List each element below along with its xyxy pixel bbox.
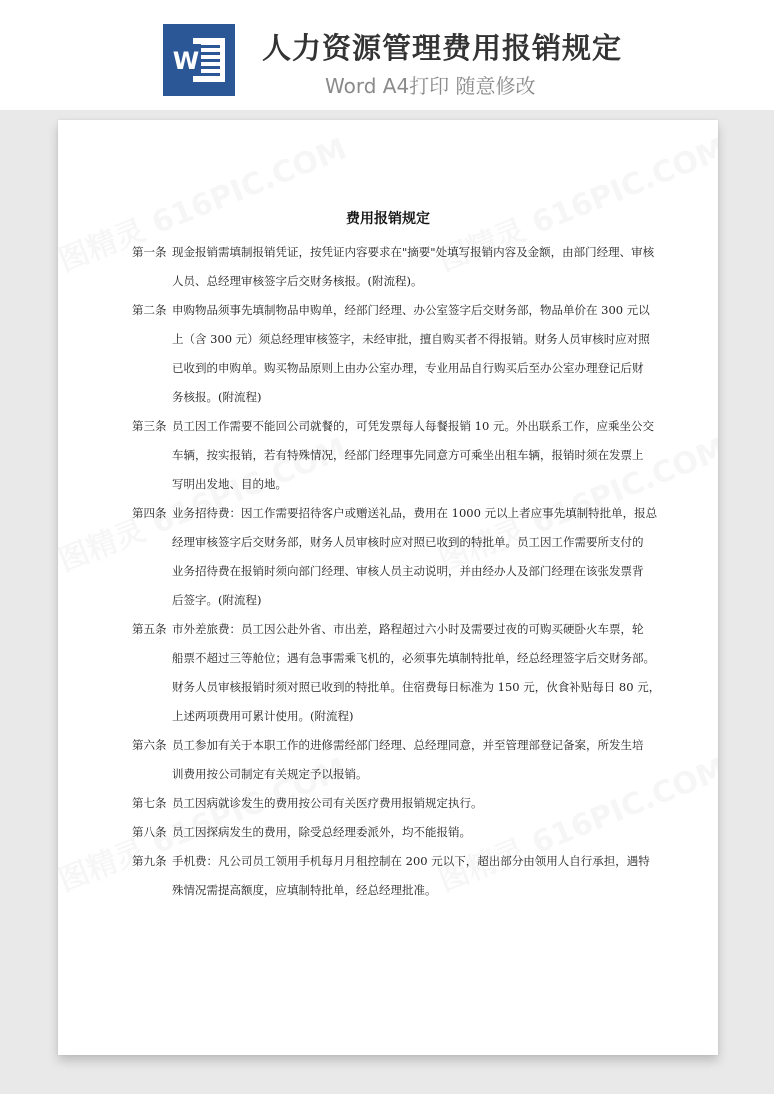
- article-label: 第七条: [132, 796, 167, 810]
- article-list: [132, 238, 661, 905]
- article-text: [172, 731, 652, 789]
- article-text: [172, 615, 660, 731]
- article-label: 第三条: [132, 419, 167, 433]
- article-4: [132, 499, 658, 615]
- article-1: [132, 238, 655, 296]
- article-line: 员工参加有关于本职工作的进修需经部门经理、总经理同意，并至管理部登记备案，所发生培: [172, 738, 644, 752]
- article-label: 第一条: [132, 245, 167, 259]
- article-text: [172, 818, 652, 847]
- page-subtitle: Word A4打印 随意修改: [325, 74, 536, 98]
- article-label: 第五条: [132, 622, 167, 636]
- article-5: [132, 615, 661, 731]
- article-6: [132, 731, 652, 789]
- article-line: 市外差旅费：员工因公赴外省、市出差，路程超过六小时及需要过夜的可购买硬卧火车票，轮: [172, 622, 644, 636]
- article-text: [172, 412, 654, 499]
- article-label: 第四条: [132, 506, 167, 520]
- article-text: [172, 499, 657, 615]
- article-line: 手机费：凡公司员工领用手机每月月租控制在 200 元以下，超出部分由领用人自行承担，遇特: [172, 854, 650, 868]
- document-title: 费用报销规定: [346, 211, 430, 227]
- article-line: 上述两项费用可累计使用。(附流程): [172, 709, 354, 723]
- article-line: 业务招待费：因工作需要招待客户或赠送礼品，费用在 1000 元以上者应事先填制特批单，报总: [172, 506, 658, 520]
- article-label: 第九条: [132, 854, 167, 868]
- article-9: [132, 847, 652, 905]
- article-line: 车辆，按实报销，若有特殊情况，经部门经理事先同意方可乘坐出租车辆，报销时须在发票上: [172, 448, 644, 462]
- article-line: 员工因工作需要不能回公司就餐的，可凭发票每人每餐报销 10 元。外出联系工作，应乘坐公交: [172, 419, 654, 433]
- article-2: [132, 296, 652, 412]
- article-label: 第二条: [132, 303, 167, 317]
- article-line: 写明出发地、目的地。: [172, 477, 287, 491]
- article-line: 员工因探病发生的费用，除受总经理委派外，均不能报销。: [172, 825, 471, 839]
- article-3: [132, 412, 652, 499]
- article-line: 现金报销需填制报销凭证，按凭证内容要求在"摘要"处填写报销内容及金额，由部门经理、审核: [172, 245, 655, 259]
- article-line: 务核报。(附流程): [172, 390, 262, 404]
- article-text: [172, 238, 654, 296]
- article-text: [172, 296, 652, 412]
- article-line: 已收到的申购单。购买物品原则上由办公室办理，专业用品自行购买后至办公室办理登记后财: [172, 361, 644, 375]
- article-text: [172, 789, 652, 818]
- article-line: 财务人员审核报销时须对照已收到的特批单。住宿费每日标准为 150 元，伙食补贴每日 80 元，: [172, 680, 661, 694]
- word-icon-letter: W: [172, 47, 200, 75]
- article-line: 经理审核签字后交财务部，财务人员审核时应对照已收到的特批单。员工因工作需要所支付的: [172, 535, 644, 549]
- page-header: [0, 0, 774, 110]
- article-line: 上（含 300 元）须总经理审核签字，未经审批，擅自购买者不得报销。财务人员审核时应对照: [172, 332, 650, 346]
- article-line: 殊情况需提高额度，应填制特批单，经总经理批准。: [172, 883, 437, 897]
- article-text: [172, 847, 652, 905]
- document-page: [58, 120, 718, 1055]
- article-line: 员工因病就诊发生的费用按公司有关医疗费用报销规定执行。: [172, 796, 483, 810]
- page-title: 人力资源管理费用报销规定: [262, 31, 623, 65]
- article-label: 第六条: [132, 738, 167, 752]
- article-label: 第八条: [132, 825, 167, 839]
- article-line: 申购物品须事先填制物品申购单，经部门经理、办公室签字后交财务部，物品单价在 300 元以: [172, 303, 650, 317]
- article-line: 后签字。(附流程): [172, 593, 262, 607]
- article-line: 人员、总经理审核签字后交财务核报。(附流程)。: [172, 274, 423, 288]
- article-8: [132, 818, 652, 847]
- word-document-icon: [163, 24, 235, 96]
- article-line: 训费用按公司制定有关规定予以报销。: [172, 767, 368, 781]
- article-line: 业务招待费在报销时须向部门经理、审核人员主动说明，并由经办人及部门经理在该张发票背: [172, 564, 644, 578]
- article-line: 船票不超过三等舱位；遇有急事需乘飞机的，必须事先填制特批单，经总经理签字后交财务部。: [172, 651, 655, 665]
- article-7: [132, 789, 652, 818]
